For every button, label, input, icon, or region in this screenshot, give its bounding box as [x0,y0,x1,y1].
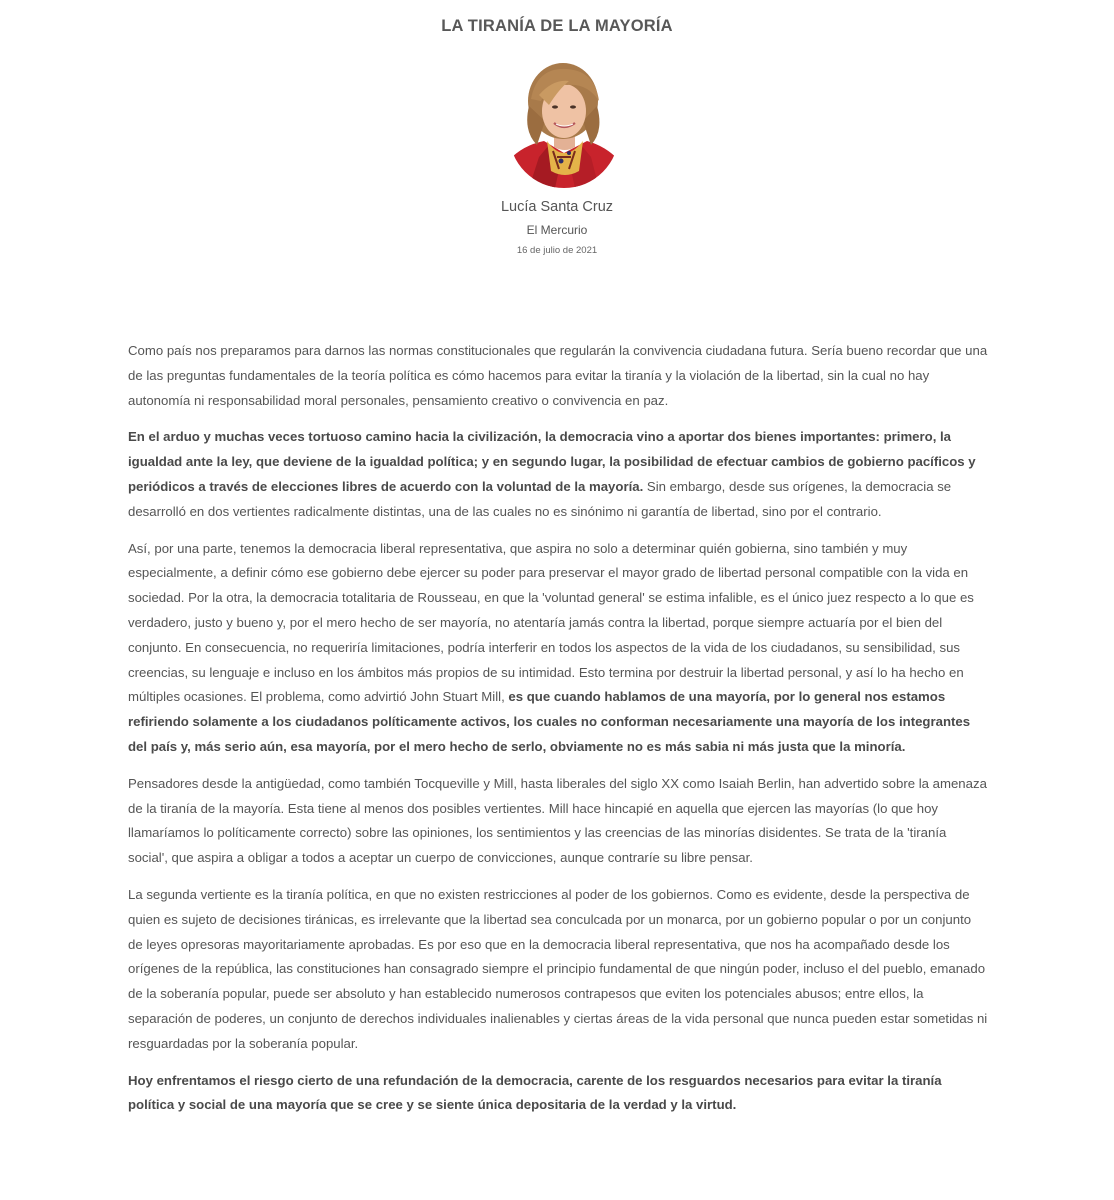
article-title: LA TIRANÍA DE LA MAYORÍA [441,17,673,35]
author-portrait-image [509,61,619,188]
publication-name: El Mercurio [526,223,588,237]
publication-date: 16 de julio de 2021 [516,245,598,256]
article-paragraph [128,425,988,524]
paragraph-text: Pensadores desde la antigüedad, como también Tocqueville y Mill, hasta liberales del siglo XX como Isaiah Berlin, han advertido sobre la amenaza de la tiranía de la mayoría. Esta tiene al menos dos posibles vertientes. Mill hace hincapié en aquella que ejercen las mayorías (lo que hoy llamaríamos lo políticamente correcto) sobre las opiniones, los sentimientos y las creencias de las minorías disidentes. Se trata de la 'tiranía social', que aspira a obligar a todos a aceptar un cuerpo de convicciones, aunque contraríe su libre pensar. [128,775,987,866]
paragraph-text: La segunda vertiente es la tiranía política, en que no existen restricciones al poder de los gobiernos. Como es evidente, desde la perspectiva de quien es sujeto de decisiones tiránicas, es irrelevante que la libertad sea conculcada por un monarca, por un gobierno popular o por un conjunto de leyes opresoras mayoritariamente aprobadas. Es por eso que en la democracia liberal representativa, que nos ha acompañado desde los orígenes de la república, las constituciones han consagrado siempre el principio fundamental de que ningún poder, incluso el del pueblo, emanado de la soberanía popular, puede ser absoluto y han establecido numerosos contrapesos que eviten los potenciales abusos; entre ellos, la separación de poderes, un conjunto de derechos individuales inalienables y ciertas áreas de la vida personal que nunca pueden estar sometidas ni resguardadas por la soberanía popular. [128,886,988,1051]
paragraph-text: Así, por una parte, tenemos la democracia liberal representativa, que aspira no solo a determinar quién gobierna, sino también y muy especialmente, a definir cómo ese gobierno debe ejercer su poder para preservar el mayor grado de libertad personal compatible con la vida en sociedad. Por la otra, la democracia totalitaria de Rousseau, en que la 'voluntad general' se estima infalible, es el único juez respecto a lo que es verdadero, justo y bueno y, por el mero hecho de ser mayoría, no atentaría jamás contra la libertad, porque siempre actuaría por el bien del conjunto. En consecuencia, no requeriría limitaciones, podría interferir en todos los aspectos de la vida de los ciudadanos, su sensibilidad, sus creencias, su lenguaje e incluso en los ámbitos más propios de su intimidad. Esto termina por destruir la libertad personal, y así lo ha hecho en múltiples ocasiones. El problema, como advirtió John Stuart Mill, [128,540,974,705]
author-name: Lucía Santa Cruz [500,199,614,215]
article-paragraph [128,772,988,871]
article-paragraph [128,537,988,760]
author-photo [509,61,619,188]
bold-lead-text: Hoy enfrentamos el riesgo cierto de una refundación de la democracia, carente de los resguardos necesarios para evitar la tiranía política y social de una mayoría que se cree y se siente única depositaria de la verdad y la virtud. [128,1072,942,1113]
paragraph-text: Como país nos preparamos para darnos las normas constitucionales que regularán la convivencia ciudadana futura. Sería bueno recordar que una de las preguntas fundamentales de la teoría política es cómo hacemos para evitar la tiranía y la violación de la libertad, sin la cual no hay autonomía ni responsabilidad moral personales, pensamiento creativo o convivencia en paz. [128,343,988,408]
article-body [128,339,988,1130]
bold-closing-text: es que cuando hablamos de una mayoría, por lo general nos estamos refiriendo solamente a los ciudadanos políticamente activos, los cuales no conforman necesariamente una mayoría de los integrantes del país y, más serio aún, esa mayoría, por el mero hecho de serlo, obviamente no es más sabia ni más justa que la minoría. [128,689,971,754]
paragraph-text: Sin embargo, desde sus orígenes, la democracia se desarrolló en dos vertientes radicalmente distintas, una de las cuales no es sinónimo ni garantía de libertad, sino por el contrario. [128,478,952,519]
bold-lead-text: En el arduo y muchas veces tortuoso camino hacia la civilización, la democracia vino a aportar dos bienes importantes: primero, la igualdad ante la ley, que deviene de la igualdad política; y en segundo lugar, la posibilidad de efectuar cambios de gobierno pacíficos y periódicos a través de elecciones libres de acuerdo con la voluntad de la mayoría. [128,429,976,494]
article-paragraph [128,339,988,413]
article-paragraph [128,1069,988,1119]
article-paragraph [128,883,988,1057]
